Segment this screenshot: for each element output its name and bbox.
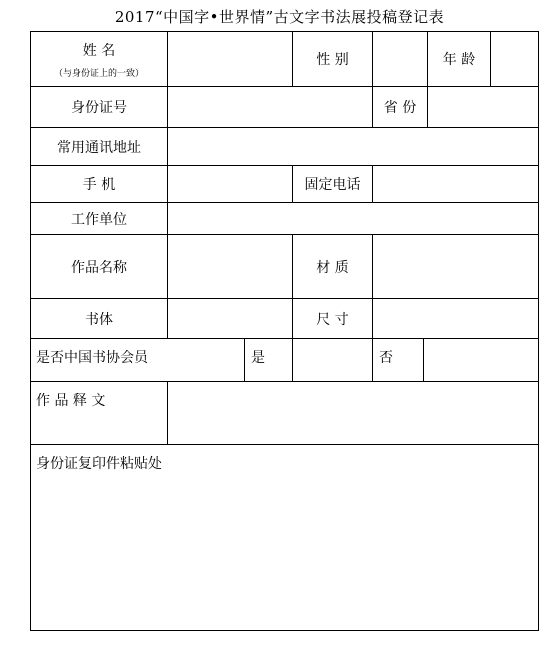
mobile-field[interactable]	[168, 166, 292, 202]
name-note: （与身份证上的一致）	[53, 68, 144, 79]
no-label: 否	[379, 350, 393, 366]
name-field[interactable]	[168, 32, 292, 86]
material-label: 材 质	[316, 259, 349, 276]
id-copy-label: 身份证复印件粘贴处	[36, 456, 162, 472]
id-number-field[interactable]	[168, 87, 372, 127]
id-number-label: 身份证号	[71, 100, 127, 116]
cnca-member-label: 是否中国书协会员	[36, 350, 148, 366]
interpretation-label: 作 品 释 文	[36, 393, 106, 409]
size-field[interactable]	[373, 299, 538, 338]
interpretation-field[interactable]	[168, 382, 538, 444]
material-field[interactable]	[373, 235, 538, 298]
yes-label: 是	[251, 350, 265, 366]
employer-field[interactable]	[168, 203, 538, 234]
table-line	[538, 31, 539, 631]
employer-label: 工作单位	[71, 211, 127, 228]
work-title-field[interactable]	[168, 235, 292, 298]
table-line	[30, 630, 539, 631]
gender-field[interactable]	[373, 32, 427, 86]
name-label: 姓 名	[82, 42, 116, 59]
address-label: 常用通讯地址	[57, 139, 141, 156]
mobile-label: 手 机	[82, 177, 116, 193]
province-field[interactable]	[428, 87, 538, 127]
script-style-label: 书体	[85, 311, 113, 328]
landline-field[interactable]	[373, 166, 538, 202]
age-label: 年 龄	[442, 52, 476, 68]
yes-checkbox-area[interactable]	[293, 339, 372, 381]
address-field[interactable]	[168, 128, 538, 165]
no-checkbox-area[interactable]	[424, 339, 538, 381]
age-field[interactable]	[491, 32, 538, 86]
name-label-cell	[31, 32, 167, 86]
gender-label: 性 别	[316, 52, 349, 68]
work-title-label: 作品名称	[71, 259, 127, 276]
form-title: 2017“中国字•世界情”古文字书法展投稿登记表	[114, 8, 445, 26]
province-label: 省 份	[383, 100, 417, 116]
landline-label: 固定电话	[304, 177, 361, 193]
script-style-field[interactable]	[168, 299, 292, 338]
size-label: 尺 寸	[316, 311, 349, 328]
